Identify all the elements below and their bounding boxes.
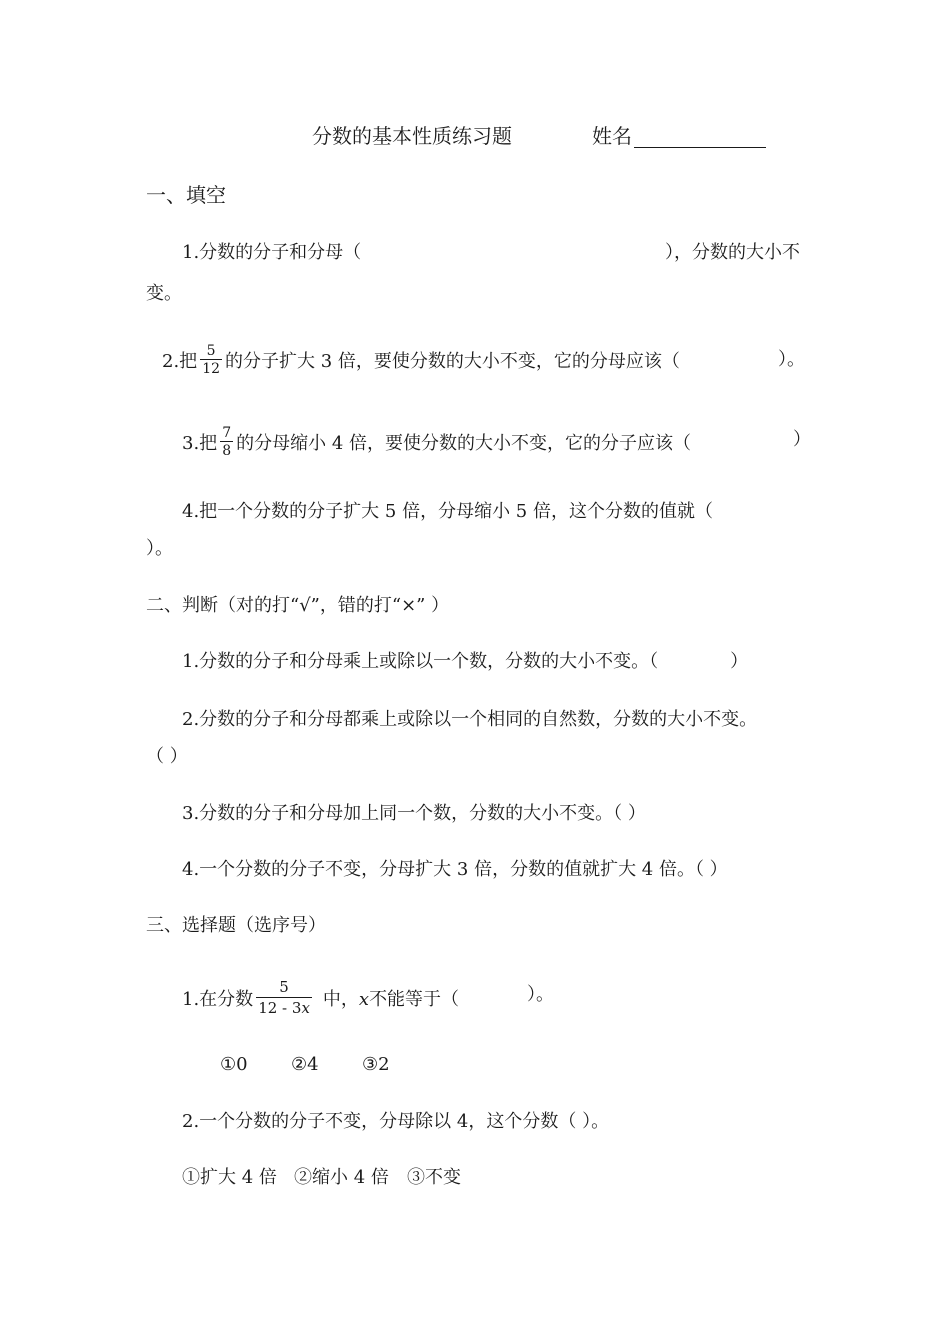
denominator-variable: x	[301, 999, 310, 1017]
section-heading-choice: 三、选择题（选序号）	[146, 915, 326, 936]
section-heading-judge: 二、判断（对的打“√”，错的打“×” ）	[146, 595, 450, 616]
choice-1-option-a: ①0	[220, 1054, 248, 1075]
q2-prefix: 2.把	[162, 351, 198, 372]
fill-question-4-cont: ）。	[146, 538, 173, 559]
fraction-numerator: 5	[206, 343, 216, 359]
name-blank[interactable]	[634, 127, 766, 148]
page-title	[312, 124, 512, 148]
fill-question-1-cont: 变。	[146, 283, 182, 304]
choice-2-option-b: ②缩小 4 倍	[294, 1167, 389, 1188]
fraction-denominator: 12	[202, 361, 221, 377]
section-heading-fill: 一、填空	[146, 183, 226, 207]
fraction-denominator	[256, 997, 312, 1018]
fill-question-1-end	[665, 241, 800, 265]
judge-question-4: 4.一个分数的分子不变，分母扩大 3 倍，分数的值就扩大 4 倍。（ ）	[182, 859, 728, 880]
q1-suffix: ），分数的大小不	[665, 242, 800, 263]
fill-question-4: 4.把一个分数的分子扩大 5 倍，分母缩小 5 倍，这个分数的值就（	[182, 501, 713, 522]
choice-1-option-b: ②4	[291, 1054, 319, 1075]
choice-question-2: 2.一个分数的分子不变，分母除以 4，这个分数（ ）。	[182, 1111, 610, 1132]
judge-question-1: 1.分数的分子和分母乘上或除以一个数，分数的大小不变。（ ）	[182, 651, 749, 672]
q1-prefix: 1.分数的分子和分母（	[182, 242, 362, 263]
fraction-7-8	[220, 425, 233, 459]
q3-close: ）	[793, 429, 811, 450]
c1-variable: x	[358, 989, 370, 1010]
choice-2-option-a: ①扩大 4 倍	[182, 1167, 277, 1188]
name-field	[592, 124, 766, 148]
fraction-numerator: 7	[222, 425, 232, 441]
fraction-5-12	[200, 343, 222, 377]
choice-question-1	[182, 980, 459, 1020]
fraction-5-over-12-minus-3x	[256, 978, 312, 1018]
worksheet-title: 分数的基本性质练习题	[312, 124, 512, 148]
judge-question-2-cont: （ ）	[146, 746, 188, 767]
choice-1-option-c: ③2	[362, 1054, 390, 1075]
q2-suffix: 的分子扩大 3 倍，要使分数的大小不变，它的分母应该（	[225, 351, 680, 372]
q3-prefix: 3.把	[182, 433, 218, 454]
judge-question-3: 3.分数的分子和分母加上同一个数，分数的大小不变。（ ）	[182, 803, 646, 824]
name-label: 姓名	[592, 124, 632, 148]
c1-prefix: 1.在分数	[182, 989, 254, 1010]
c1-suffix: 不能等于（	[369, 989, 460, 1010]
choice-2-option-c: ③不变	[407, 1167, 461, 1188]
fill-question-2	[162, 345, 680, 379]
fraction-denominator: 8	[222, 443, 232, 459]
c1-mid: 中，	[322, 989, 359, 1010]
judge-question-2: 2.分数的分子和分母都乘上或除以一个相同的自然数，分数的大小不变。	[182, 709, 758, 730]
fill-question-1	[182, 241, 361, 265]
c1-close: ）。	[527, 984, 554, 1005]
q3-suffix: 的分母缩小 4 倍，要使分数的大小不变，它的分子应该（	[236, 433, 692, 454]
denominator-constant: 12 - 3	[258, 999, 302, 1017]
fraction-numerator: 5	[279, 978, 289, 996]
q2-close: ）。	[778, 349, 805, 370]
fill-question-3	[182, 427, 691, 461]
